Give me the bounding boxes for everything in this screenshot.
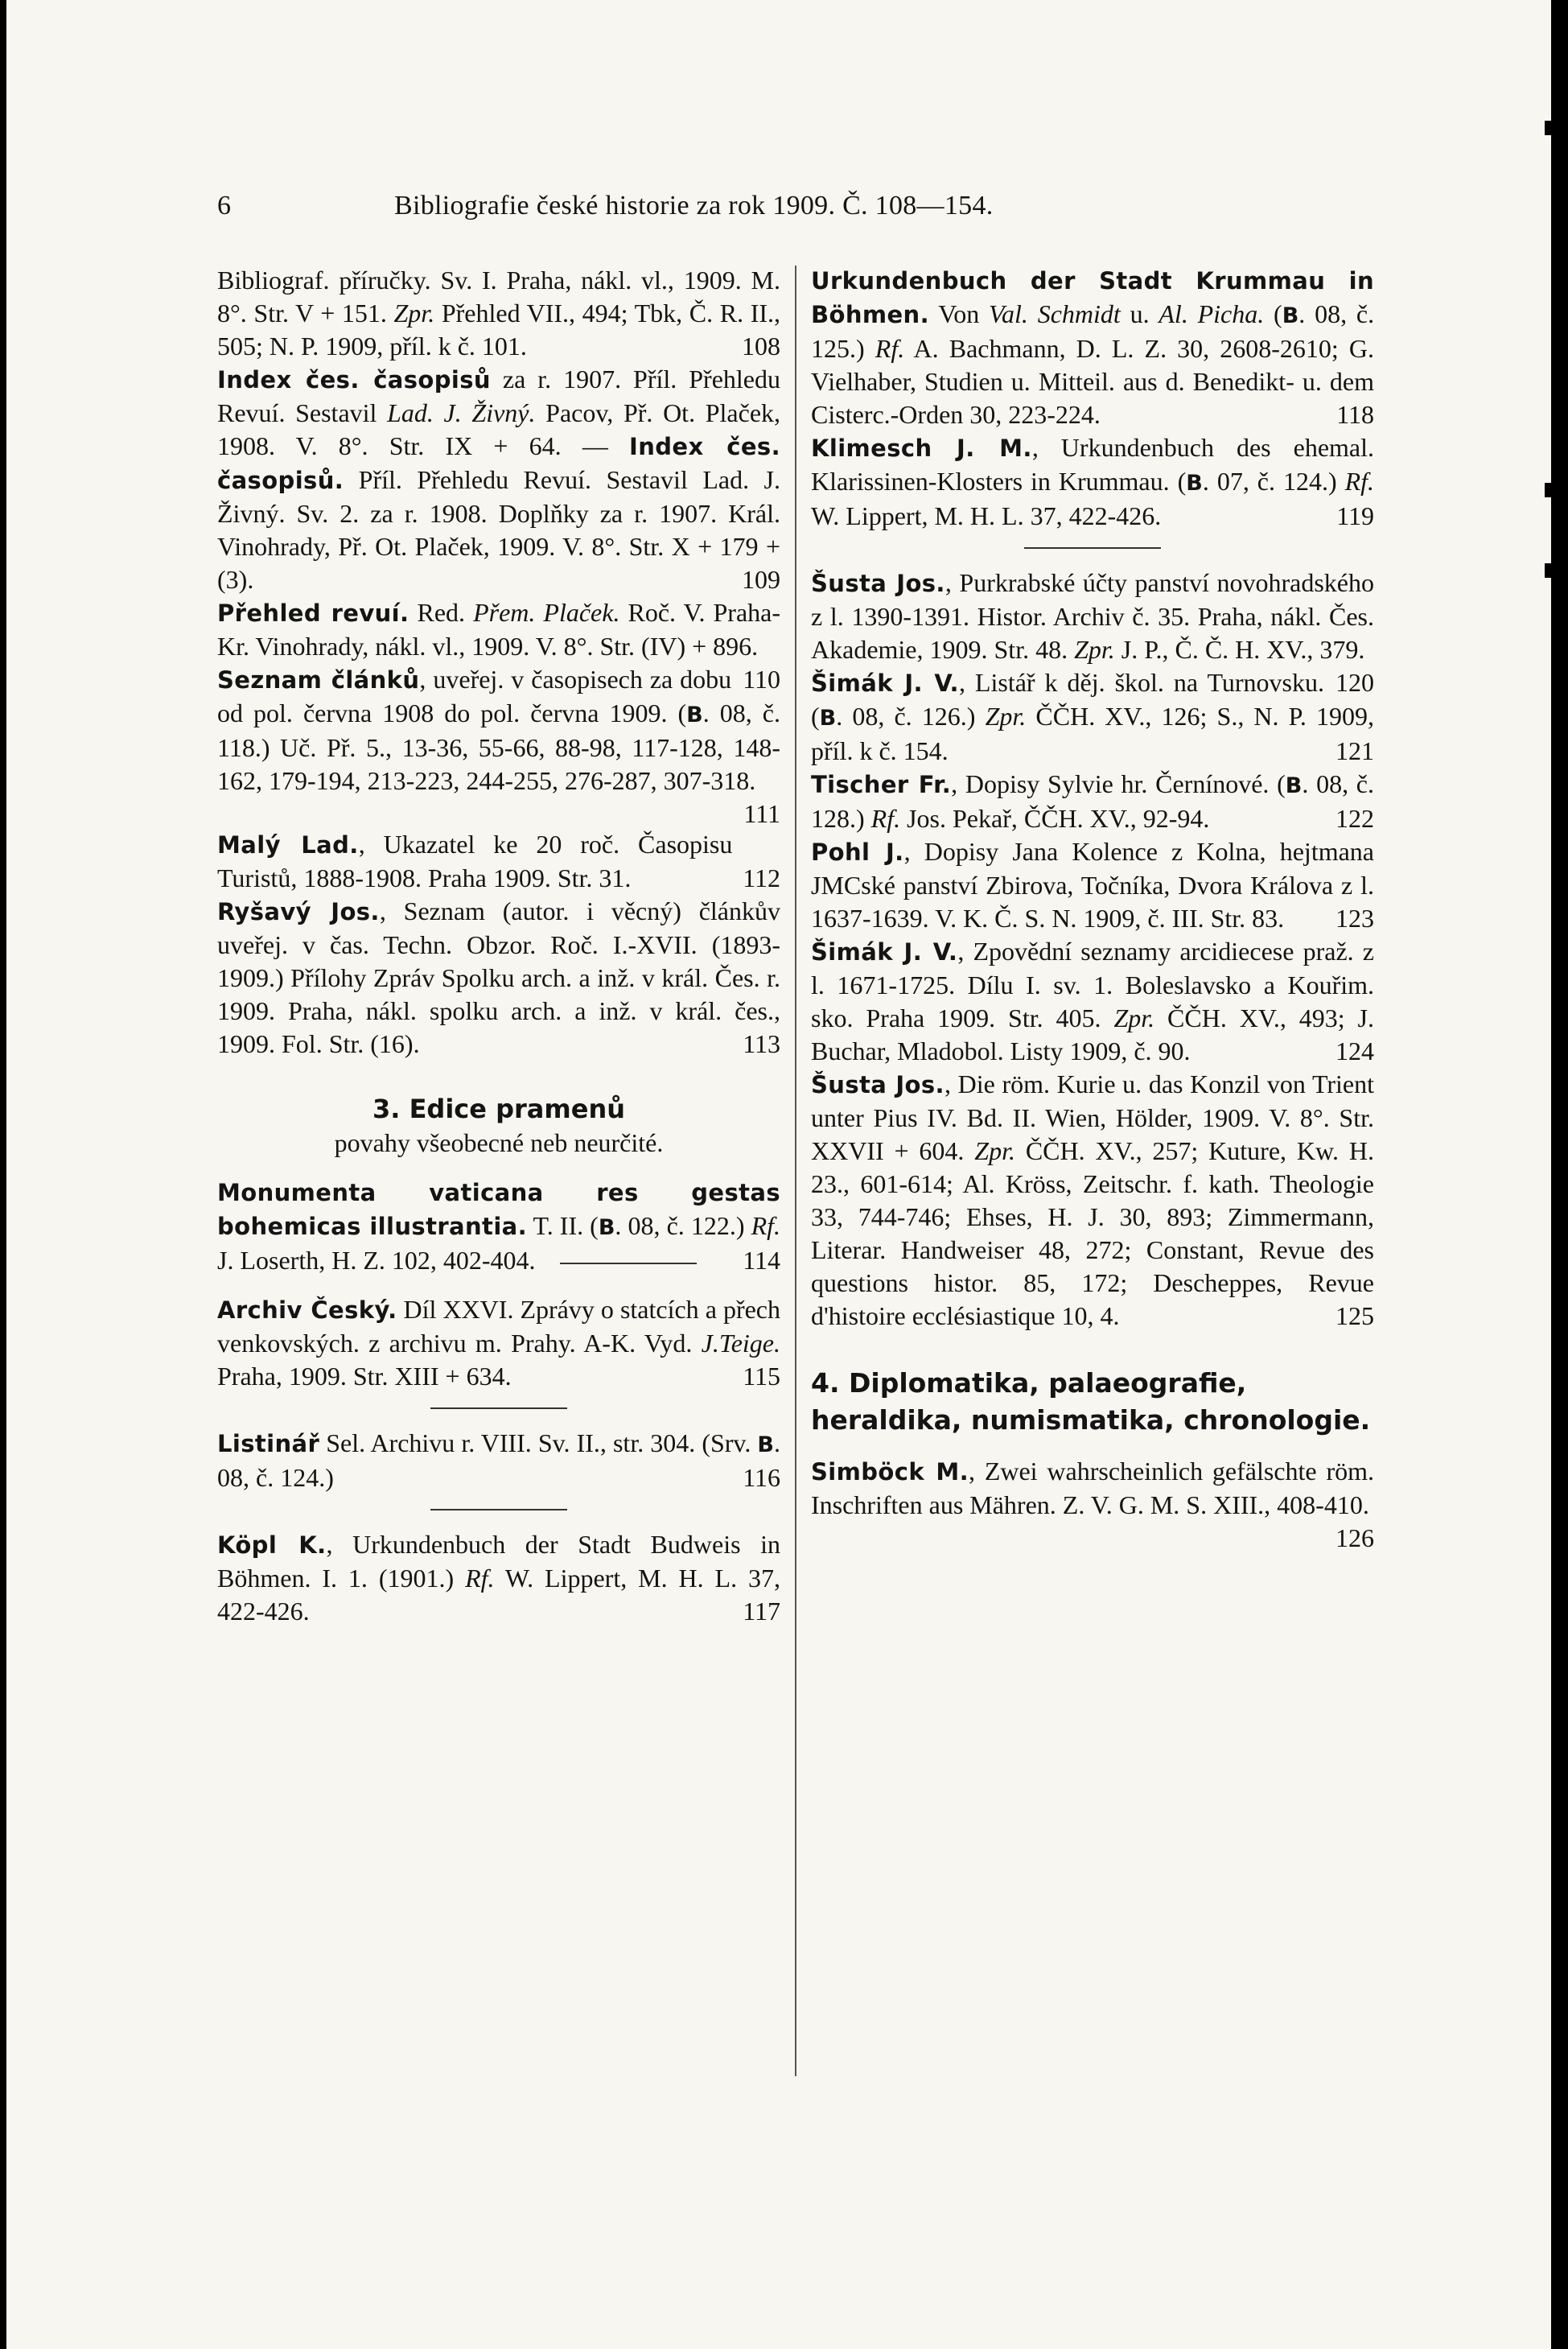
entry-number: 115 (743, 1362, 780, 1391)
entry-heading: Monumenta vaticana res gestas bohemicas illustrantia. (217, 1179, 780, 1240)
entry-heading: Köpl K. (217, 1531, 327, 1559)
entry-heading: Šimák J. V. (811, 670, 959, 697)
entry-124: Šimák J. V., Zpovědní seznamy arcidiecese praž. z l. 1671-1725. Dílu I. sv. 1. Boleslavsko a Kouřim. sko. Praha 1909. Str. 405. Zpr. ČČH. XV., 493; J. Buchar, Mladobol. Listy 1909, č. 90. 124 (811, 935, 1374, 1068)
entry-heading: Index čes. časopisů (217, 366, 491, 394)
entry-110: Přehled revuí. Red. Přem. Plaček. Roč. V. Praha-Kr. Vinohrady, nákl. vl., 1909. V. 8°. Str. (IV) + 896. 110 (217, 596, 780, 663)
section-subtitle: povahy všeobecné neb neurčité. (334, 1128, 664, 1157)
entry-heading: Ryšavý Jos. (217, 898, 380, 925)
entry-heading: Šimák J. V. (811, 938, 958, 966)
entry-heading: Pohl J. (811, 839, 904, 866)
section-heading: 3. Edice pramenů (372, 1094, 625, 1124)
header-title: Bibliografie české historie za rok 1909. Č. 108—154. (394, 191, 994, 220)
entry-heading: Listinář (217, 1430, 320, 1457)
entry-119: Klimesch J. M., Urkundenbuch des ehemal. Klarissinen-Klosters in Krummau. (B. 07, č. 124.) Rf. W. Lippert, M. H. L. 37, 422-426. 119 (811, 431, 1374, 533)
right-column (811, 264, 1374, 2195)
entry-117: Köpl K., Urkundenbuch der Stadt Budweis in Böhmen. I. 1. (1901.) Rf. W. Lippert, M. H. L. 37, 422-426. 117 (217, 1528, 780, 1628)
entry-number: 109 (742, 565, 780, 594)
edge-mark (1545, 121, 1551, 135)
scanned-page (6, 0, 1559, 2349)
entry-109: Index čes. časopisů za r. 1907. Příl. Přehledu Revuí. Sestavil Lad. J. Živný. Pacov, Př. Ot. Plaček, 1908. V. 8°. Str. IX + 64. — Index čes. časopisů. Příl. Přehledu Revuí. Sestavil Lad. J. Živný. Sv. 2. za r. 1908. Doplňky za r. 1907. Král. Vinohrady, Př. Ot. Plaček, 1909. V. 8°. Str. X + 179 + (3). 109 (217, 363, 780, 596)
entry-number: 126 (1335, 1523, 1374, 1552)
entry-heading: Simböck M. (811, 1458, 969, 1486)
edge-mark (1545, 483, 1551, 497)
entry-121: Šimák J. V., Listář k děj. škol. na Turnovsku. (B. 08, č. 126.) Zpr. ČČH. XV., 126; S., N. P. 1909, příl. k č. 154. 121 (811, 666, 1374, 768)
entry-118: Urkundenbuch der Stadt Krummau in Böhmen. Von Val. Schmidt u. Al. Picha. (B. 08, č. 125.) Rf. A. Bachmann, D. L. Z. 30, 2608-2610; G. Vielhaber, Studien u. Mitteil. aus d. Benedikt- u. dem Cisterc.-Orden 30, 223-224. 118 (811, 264, 1374, 431)
separator-rule (430, 1407, 567, 1409)
entry-number: 111 (743, 799, 780, 828)
entry-heading: Přehled revuí. (217, 600, 409, 627)
entry-number: 112 (743, 863, 780, 892)
entry-114: Monumenta vaticana res gestas bohemicas illustrantia. T. II. (B. 08, č. 122.) Rf. J. Loserth, H. Z. 102, 402-404. 114 (217, 1176, 780, 1277)
entry-113: Ryšavý Jos., Seznam (autor. i věcný) článkův uveřej. v čas. Techn. Obzor. Roč. I.-XVII. (1893-1909.) Přílohy Zpráv Spolku arch. a inž. v král. Čes. r. 1909. Praha, nákl. spolku arch. a inž. v král. čes., 1909. Fol. Str. (16). 113 (217, 895, 780, 1061)
entry-number: 122 (1335, 804, 1374, 833)
entry-number: 110 (743, 665, 780, 694)
entry-120: Šusta Jos., Purkrabské účty panství novohradského z l. 1390-1391. Histor. Archiv č. 35. Praha, nákl. Čes. Akademie, 1909. Str. 48. Zpr. J. P., Č. Č. H. XV., 379. 120 (811, 567, 1374, 666)
entry-112: Malý Lad., Ukazatel ke 20 roč. Časopisu Turistů, 1888-1908. Praha 1909. Str. 31. 112 (217, 828, 780, 895)
entry-heading: Malý Lad. (217, 831, 359, 859)
running-header (217, 183, 1263, 229)
edge-mark (1545, 563, 1551, 578)
entry-number: 117 (743, 1597, 780, 1626)
entry-heading: Šusta Jos. (811, 1071, 945, 1098)
entry-number: 116 (743, 1463, 780, 1492)
page-edge (1551, 0, 1559, 2349)
entry-123: Pohl J., Dopisy Jana Kolence z Kolna, hejtmana JMCské panství Zbirova, Točníka, Dvora Králova z l. 1637-1639. V. K. Č. S. N. 1909, č. III. Str. 83. 123 (811, 835, 1374, 935)
entry-heading: Archiv Český. (217, 1296, 397, 1324)
left-column (217, 264, 780, 2195)
column-divider (795, 266, 796, 2076)
entry-number: 124 (1335, 1036, 1374, 1065)
entry-number: 125 (1335, 1301, 1374, 1330)
entry-heading: Tischer Fr. (811, 771, 952, 798)
entry-116: Listinář Sel. Archivu r. VIII. Sv. II., str. 304. (Srv. B. 08, č. 124.) 116 (217, 1427, 780, 1494)
entry-heading: Šusta Jos. (811, 570, 945, 597)
entry-number: 120 (1335, 668, 1374, 697)
entry-heading: Urkundenbuch der Stadt Krummau in Böhmen. (811, 267, 1374, 328)
entry-number: 121 (1335, 736, 1374, 765)
entry-108: Bibliograf. příručky. Sv. I. Praha, nákl. vl., 1909. M. 8°. Str. V + 151. Zpr. Přehled VII., 494; Tbk, Č. R. II., 505; N. P. 1909, příl. k č. 101. 108 (217, 264, 780, 363)
entry-number: 114 (743, 1246, 780, 1275)
section-heading: 4. Diplomatika, palaeografie, heraldika, numismatika, chronologie. (811, 1367, 1371, 1436)
separator-rule (560, 1263, 697, 1264)
entry-heading: Seznam článků (217, 666, 420, 694)
entry-115: Archiv Český. Díl XXVI. Zprávy o statcích a přech venkovských. z archivu m. Prahy. A-K. Vyd. J.Teige. Praha, 1909. Str. XIII + 634. 115 (217, 1293, 780, 1393)
entry-number: 118 (1336, 400, 1374, 429)
page-number: 6 (217, 191, 231, 220)
entry-111: Seznam článků, uveřej. v časopisech za dobu od pol. června 1908 do pol. června 1909. (B. 08, č. 118.) Uč. Př. 5., 13-36, 55-66, 88-98, 117-128, 148-162, 179-194, 213-223, 244-255, 276-287, 307-318. 111 (217, 663, 780, 797)
entry-125: Šusta Jos., Die röm. Kurie u. das Konzil von Trient unter Pius IV. Bd. II. Wien, Hölder, 1909. V. 8°. Str. XXVII + 604. Zpr. ČČH. XV., 257; Kuture, Kw. H. 23., 601-614; Al. Kröss, Zeitschr. f. kath. Theologie 33, 744-746; Ehses, H. J. 30, 893; Zimmermann, Literar. Handweiser 48, 272; Constant, Revue des questions histor. 85, 172; Descheppes, Revue d'histoire ecclésiastique 10, 4. 125 (811, 1068, 1374, 1333)
entry-number: 113 (743, 1029, 780, 1058)
separator-rule (1024, 547, 1161, 549)
entry-number: 123 (1335, 904, 1374, 933)
entry-122: Tischer Fr., Dopisy Sylvie hr. Černínové. (B. 08, č. 128.) Rf. Jos. Pekař, ČČH. XV., 92-94. 122 (811, 768, 1374, 835)
entry-number: 108 (742, 332, 780, 361)
entry-number: 119 (1336, 501, 1374, 530)
separator-rule (430, 1509, 567, 1510)
entry-heading: Klimesch J. M. (811, 435, 1032, 462)
entry-126: Simböck M., Zwei wahrscheinlich gefälschte röm. Inschriften aus Mähren. Z. V. G. M. S. XIII., 408-410. 126 (811, 1455, 1374, 1522)
